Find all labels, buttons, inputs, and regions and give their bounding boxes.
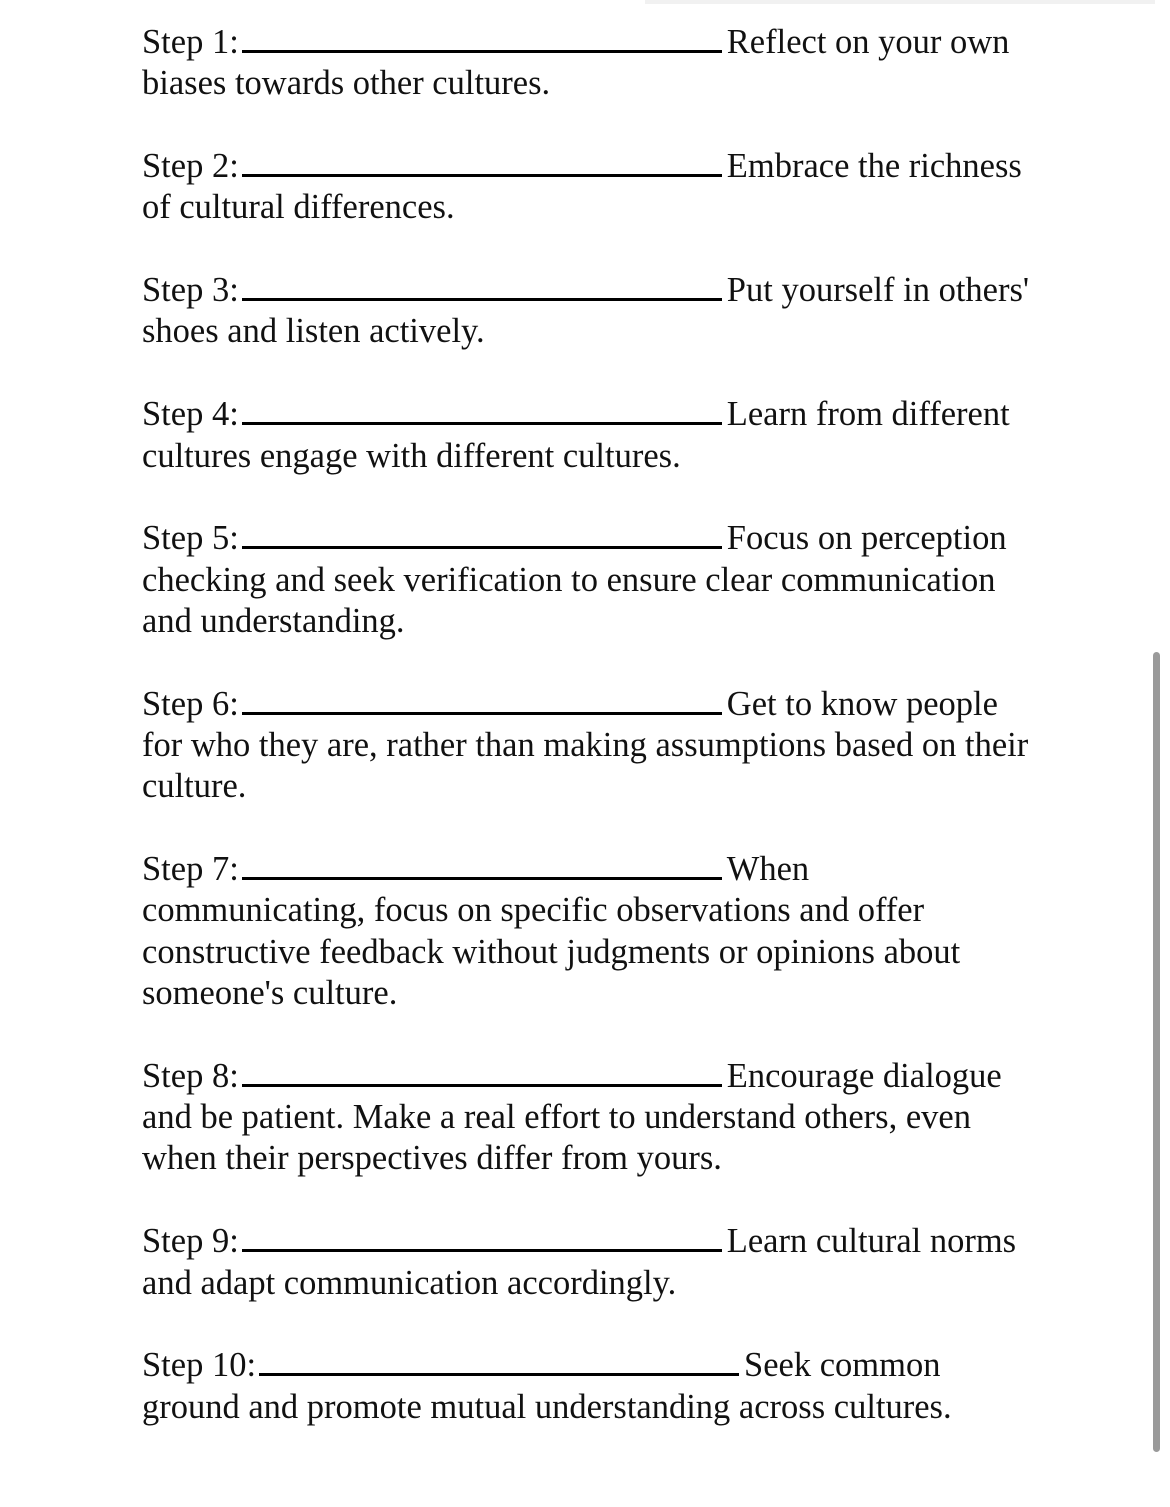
step-label: Step 8: (142, 1056, 239, 1095)
step-description: Encourage dialogue and be patient. Make a real effort to understand others, even when their perspectives differ from yours. (142, 1056, 1002, 1178)
step-8 (142, 1056, 1032, 1180)
step-4 (142, 394, 1032, 477)
worksheet-body (142, 22, 1032, 1428)
step-description: Learn cultural norms and adapt communication accordingly. (142, 1222, 1017, 1302)
answer-blank[interactable] (259, 1346, 739, 1376)
step-label: Step 10: (142, 1346, 257, 1385)
step-3 (142, 270, 1032, 353)
step-description: When communicating, focus on specific observations and offer constructive feedback without judgments or opinions about someone's culture. (142, 850, 961, 1013)
step-description: Seek common ground and promote mutual understanding across cultures. (142, 1346, 952, 1426)
answer-blank[interactable] (242, 850, 722, 880)
answer-blank[interactable] (242, 519, 722, 549)
answer-blank[interactable] (242, 395, 722, 425)
vertical-scrollbar[interactable] (1153, 652, 1160, 1452)
step-description: Learn from different cultures engage with different cultures. (142, 395, 1010, 475)
step-description: Reflect on your own biases towards other cultures. (142, 23, 1010, 103)
answer-blank[interactable] (242, 271, 722, 301)
step-7 (142, 849, 1032, 1014)
step-label: Step 4: (142, 395, 239, 434)
step-label: Step 7: (142, 850, 239, 889)
step-9 (142, 1221, 1032, 1304)
answer-blank[interactable] (242, 1222, 722, 1252)
step-label: Step 1: (142, 23, 239, 61)
step-10 (142, 1345, 1032, 1428)
answer-blank[interactable] (242, 147, 722, 177)
answer-blank[interactable] (242, 1057, 722, 1087)
step-description: Put yourself in others' shoes and listen actively. (142, 271, 1030, 351)
step-5 (142, 518, 1032, 642)
answer-blank[interactable] (242, 23, 722, 53)
step-label: Step 6: (142, 684, 239, 723)
step-description: Embrace the richness of cultural differences. (142, 147, 1022, 227)
top-edge-divider (645, 0, 1155, 4)
step-2 (142, 146, 1032, 229)
step-label: Step 3: (142, 271, 239, 310)
step-description: Get to know people for who they are, rather than making assumptions based on their culture. (142, 684, 1029, 806)
answer-blank[interactable] (242, 685, 722, 715)
step-label: Step 9: (142, 1222, 239, 1261)
step-description: Focus on perception checking and seek verification to ensure clear communication and understanding. (142, 519, 1007, 640)
step-label: Step 2: (142, 147, 239, 186)
step-6 (142, 684, 1032, 808)
step-1 (142, 22, 1032, 105)
step-label: Step 5: (142, 519, 239, 558)
